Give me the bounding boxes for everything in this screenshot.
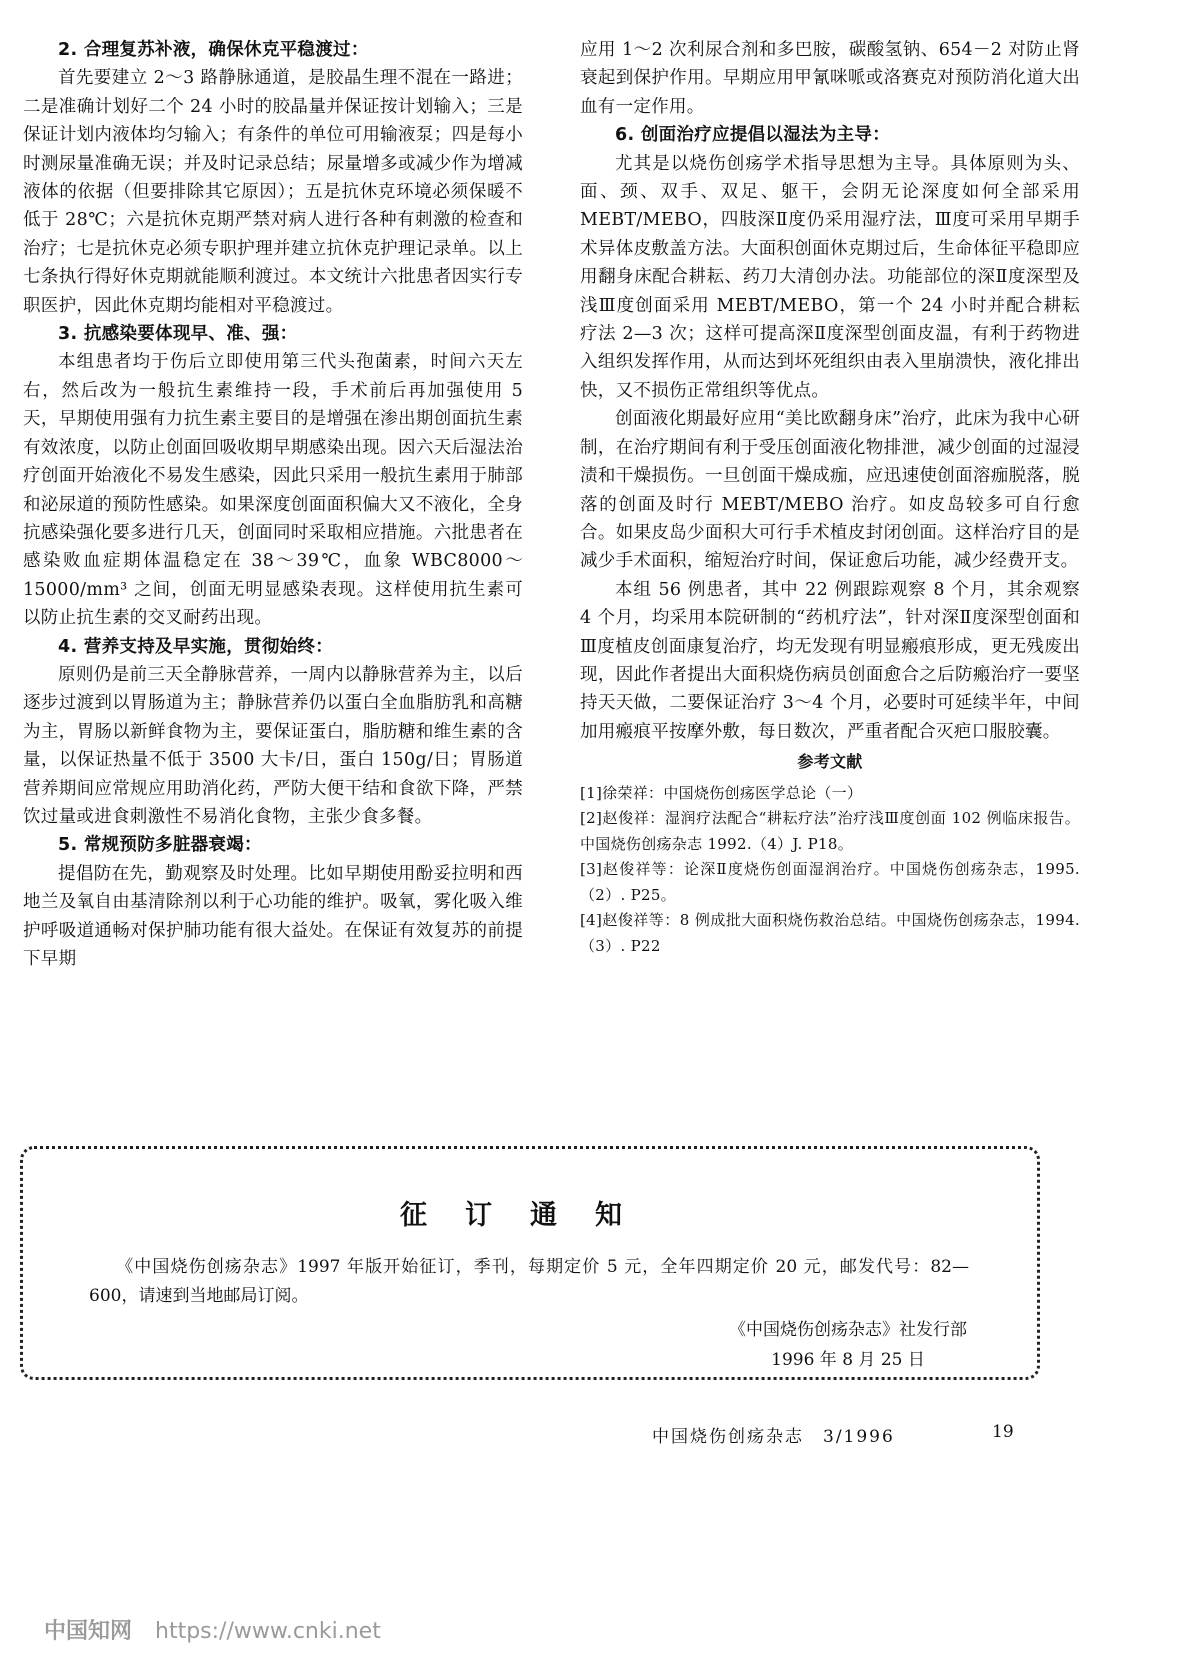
section-5-heading: 5. 常规预防多脏器衰竭：: [58, 835, 262, 856]
section-3-heading: 3. 抗感染要体现早、准、强：: [58, 324, 298, 345]
notice-publisher: 《中国烧伤创疡杂志》社发行部: [729, 1320, 967, 1340]
section-4-heading: 4. 营养支持及早实施，贯彻始终：: [58, 636, 334, 657]
reference-item: [2]赵俊祥：湿润疗法配合“耕耘疗法”治疗浅Ⅲ度创面 102 例临床报告。中国烧伤创疡杂志 1992.（4）J. P18。: [580, 809, 1080, 853]
reference-item: [3]赵俊祥等：论深Ⅱ度烧伤创面湿润治疗。中国烧伤创疡杂志，1995.（2）. P25。: [580, 860, 1080, 904]
notice-title: 征订通知: [400, 1200, 660, 1231]
left-column: [23, 36, 523, 973]
cnki-watermark: [44, 1614, 381, 1645]
watermark-brand: 中国知网: [44, 1619, 133, 1644]
section-6-paragraph-3: 本组 56 例患者，其中 22 例跟踪观察 8 个月，其余观察 4 个月，均采用本院研制的“药机疗法”，针对深Ⅱ度深型创面和Ⅲ度植皮创面康复治疗，均无发现有明显瘢痕形成，更无残废出现，因此作者提出大面积烧伤病员创面愈合之后防瘢治疗一要坚持天天做，二要保证治疗 3～4 个月，必要时可延续半年，中间加用瘢痕平按摩外敷，每日数次，严重者配合灭疤口服胶囊。: [580, 579, 1080, 742]
footer-journal: 中国烧伤创疡杂志 3/1996: [652, 1427, 895, 1447]
page-footer: [652, 1422, 1014, 1447]
notice-body: 《中国烧伤创疡杂志》1997 年版开始征订，季刊，每期定价 5 元，全年四期定价 20 元，邮发代号：82—600，请速到当地邮局订阅。: [89, 1257, 969, 1306]
section-2-body: 首先要建立 2～3 路静脉通道，是胶晶生理不混在一路进；二是准确计划好二个 24 小时的胶晶量并保证按计划输入；三是保证计划内液体均匀输入；有条件的单位可用输液泵；四是每小时测尿量准确无误；并及时记录总结；尿量增多或减少作为增减液体的依据（但要排除其它原因）；五是抗休克环境必须保暖不低于 28℃；六是抗休克期严禁对病人进行各种有刺激的检查和治疗；七是抗休克必须专职护理并建立抗休克护理记录单。以上七条执行得好休克期就能顺利渡过。本文统计六批患者因实行专职医护，因此休克期均能相对平稳渡过。: [23, 68, 523, 316]
right-column: [580, 36, 1080, 959]
section-6-paragraph-2: 创面液化期最好应用“美比欧翻身床”治疗，此床为我中心研制，在治疗期间有利于受压创面液化物排泄，减少创面的过湿浸渍和干燥损伤。一旦创面干燥成痂，应迅速使创面溶痂脱落，脱落的创面及时行 MEBT/MEBO 治疗。如皮岛较多可自行愈合。如果皮岛少面积大可行手术植皮封闭创面。这样治疗目的是减少手术面积，缩短治疗时间，保证愈后功能，减少经费开支。: [580, 409, 1080, 572]
section-6-paragraph-1: 尤其是以烧伤创疡学术指导思想为主导。具体原则为头、面、颈、双手、双足、躯干，会阴无论深度如何全部采用 MEBT/MEBO，四肢深Ⅱ度仍采用湿疗法，Ⅲ度可采用早期手术异体皮敷盖方法。大面积创面休克期过后，生命体征平稳即应用翻身床配合耕耘、药刀大清创办法。功能部位的深Ⅱ度深型及浅Ⅲ度创面采用 MEBT/MEBO，第一个 24 小时并配合耕耘疗法 2—3 次；这样可提高深Ⅱ度深型创面皮温，有利于药物进入组织发挥作用，从而达到坏死组织由表入里崩溃快，液化排出快，又不损伤正常组织等优点。: [580, 153, 1080, 401]
notice-signature: [729, 1315, 967, 1375]
references-list: [580, 781, 1080, 960]
section-5-body: 提倡防在先，勤观察及时处理。比如早期使用酚妥拉明和西地兰及氧自由基清除剂以利于心功能的维护。吸氧，雾化吸入维护呼吸道通畅对保护肺功能有很大益处。在保证有效复苏的前提下早期: [23, 863, 523, 969]
section-6-heading: 6. 创面治疗应提倡以湿法为主导：: [615, 125, 891, 146]
watermark-url: https://www.cnki.net: [155, 1619, 381, 1644]
reference-item: [4]赵俊祥等：8 例成批大面积烧伤救治总结。中国烧伤创疡杂志，1994.（3）. P22: [580, 911, 1080, 955]
section-5-continued: 应用 1～2 次利尿合剂和多巴胺，碳酸氢钠、654－2 对防止肾衰起到保护作用。早期应用甲氰咪哌或洛赛克对预防消化道大出血有一定作用。: [580, 40, 1080, 117]
page-number: 19: [992, 1422, 1014, 1442]
notice-date: 1996 年 8 月 25 日: [771, 1350, 925, 1370]
section-3-body: 本组患者均于伤后立即使用第三代头孢菌素，时间六天左右，然后改为一般抗生素维持一段，手术前后再加强使用 5 天，早期使用强有力抗生素主要目的是增强在渗出期创面抗生素有效浓度，以防止创面回吸收期早期感染出现。因六天后湿法治疗创面开始液化不易发生感染，因此只采用一般抗生素用于肺部和泌尿道的预防性感染。如果深度创面面积偏大又不液化，全身抗感染强化要多进行几天，创面同时采取相应措施。六批患者在感染败血症期体温稳定在 38～39℃，血象 WBC8000～15000/mm³ 之间，创面无明显感染表现。这样使用抗生素可以防止抗生素的交叉耐药出现。: [23, 352, 523, 629]
references-title: 参考文献: [797, 752, 863, 772]
reference-item: [1]徐荣祥：中国烧伤创疡医学总论（一）: [580, 783, 863, 802]
subscription-notice-box: [20, 1146, 1040, 1380]
section-2-heading: 2. 合理复苏补液，确保休克平稳渡过：: [58, 40, 369, 60]
section-4-body: 原则仍是前三天全静脉营养，一周内以静脉营养为主，以后逐步过渡到以胃肠道为主；静脉营养仍以蛋白全血脂肪乳和高糖为主，胃肠以新鲜食物为主，要保证蛋白，脂肪糖和维生素的含量，以保证热量不低于 3500 大卡/日，蛋白 150g/日；胃肠道营养期间应常规应用助消化药，严防大便干结和食欲下降，严禁饮过量或进食刺激性不易消化食物，主张少食多餐。: [23, 664, 523, 827]
